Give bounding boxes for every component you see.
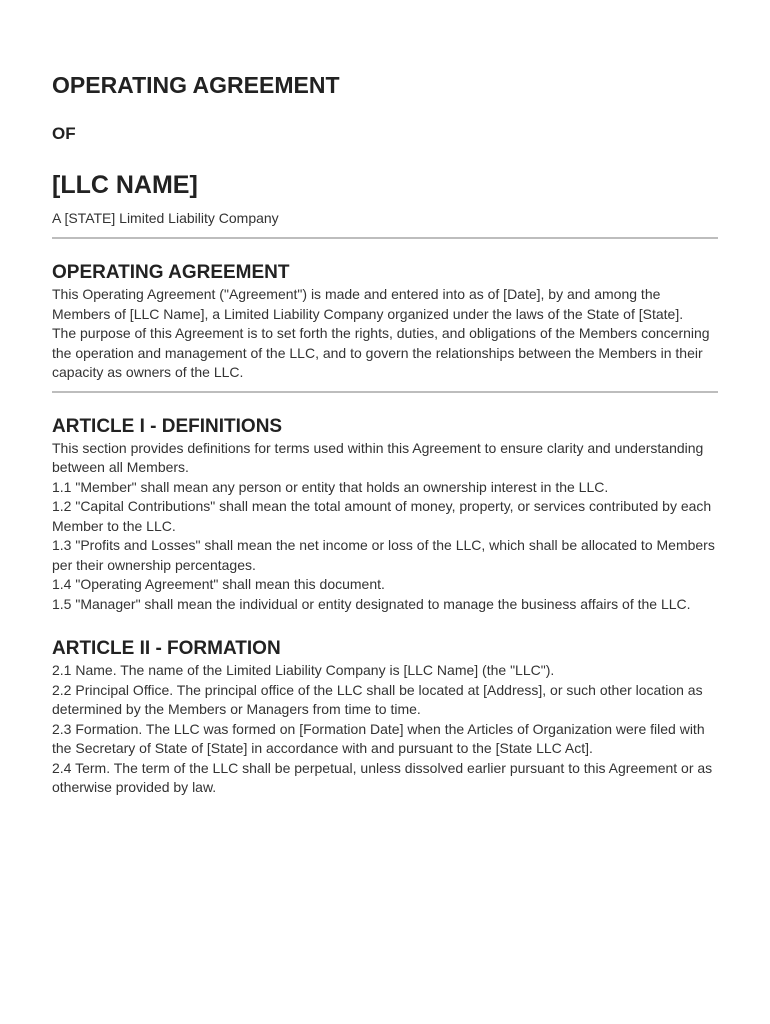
definition-1-2: 1.2 "Capital Contributions" shall mean the total amount of money, property, or services contributed by each Member to the LLC. — [52, 498, 712, 534]
definition-1-3: 1.3 "Profits and Losses" shall mean the net income or loss of the LLC, which shall be allocated to Members per their ownership percentages. — [52, 537, 715, 573]
article-1-section — [52, 393, 718, 615]
article-2-heading: ARTICLE II - FORMATION — [52, 638, 281, 659]
document-title: OPERATING AGREEMENT — [52, 72, 340, 98]
article-1-heading: ARTICLE I - DEFINITIONS — [52, 415, 283, 437]
llc-name-placeholder: [LLC NAME] — [52, 171, 198, 199]
definition-1-4: 1.4 "Operating Agreement" shall mean this document. — [52, 576, 385, 592]
intro-section — [52, 239, 718, 383]
article-1-intro: This section provides definitions for terms used within this Agreement to ensure clarity and understanding between all Members. — [52, 439, 704, 475]
article-2-section — [52, 614, 718, 798]
intro-paragraph: This Operating Agreement ("Agreement") is made and entered into as of [Date], by and among the Members of [LLC Name], a Limited Liability Company organized under the laws of the State of [State]. — [52, 286, 684, 322]
clause-2-3: 2.3 Formation. The LLC was formed on [Formation Date] when the Articles of Organization were filed with the Secretary of State of [State] in accordance with and pursuant to the [State LLC Act]. — [52, 720, 705, 756]
purpose-paragraph: The purpose of this Agreement is to set forth the rights, duties, and obligations of the Members concerning the operation and management of the LLC, and to govern the relationships between the Members in their capacity as owners of the LLC. — [52, 325, 710, 380]
clause-2-1: 2.1 Name. The name of the Limited Liability Company is [LLC Name] (the "LLC"). — [52, 662, 555, 678]
document-subtitle: A [STATE] Limited Liability Company — [52, 210, 279, 226]
clause-2-2: 2.2 Principal Office. The principal office of the LLC shall be located at [Address], or such other location as determined by the Members or Managers from time to time. — [52, 681, 703, 717]
document-of: OF — [52, 124, 76, 143]
definition-1-1: 1.1 "Member" shall mean any person or entity that holds an ownership interest in the LLC. — [52, 478, 609, 495]
definition-1-5: 1.5 "Manager" shall mean the individual or entity designated to manage the business affairs of the LLC. — [52, 595, 691, 612]
clause-2-4: 2.4 Term. The term of the LLC shall be perpetual, unless dissolved earlier pursuant to this Agreement or as otherwise provided by law. — [52, 759, 713, 795]
intro-heading: OPERATING AGREEMENT — [52, 262, 290, 283]
